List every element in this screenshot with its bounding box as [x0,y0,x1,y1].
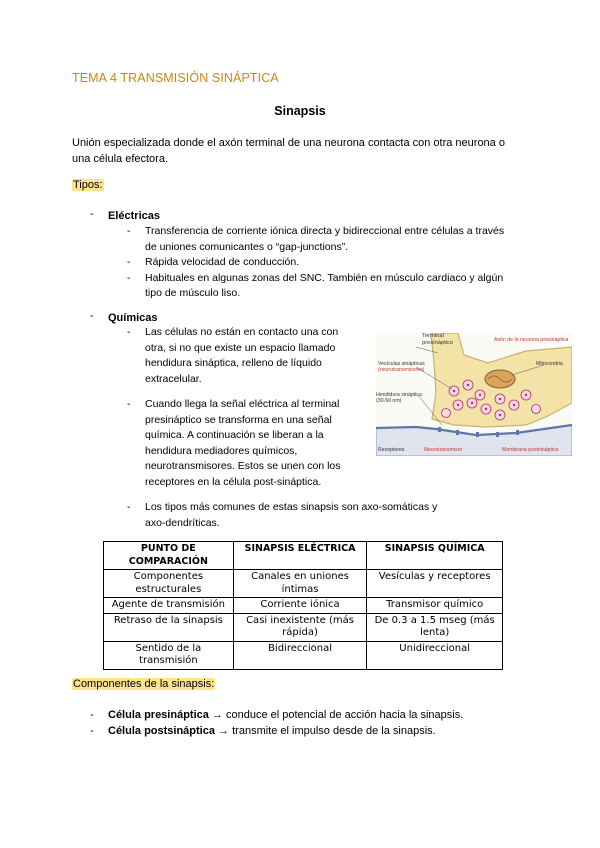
bullet-dash: - [127,398,131,410]
list-item-line: tipo de músculo liso. [145,287,241,299]
list-item [127,255,537,271]
bullet-dash: - [127,225,131,237]
list-item-line: axo-dendríticas. [145,516,220,529]
chapter-heading: TEMA 4 TRANSMISIÓN SINÁPTICA [72,71,279,85]
figure-label-vesicles [378,361,425,373]
bullet-dash: - [127,256,131,268]
figure-label-text: Terminal [422,333,444,339]
table-header-cell: SINAPSIS ELÉCTRICA [233,542,367,570]
table-cell: De 0.3 a 1.5 mseg (más lenta) [367,613,503,641]
list-item-line: otra, si no que existe un espacio llamado [145,341,336,354]
intro-paragraph [72,135,532,167]
quimicas-list-a [127,325,367,387]
list-item-line: presináptico se transforma en una señal [145,413,332,426]
component-description: transmite el impulso desde de la sinapsis. [232,725,436,737]
table-cell: Agente de transmisión [104,598,234,614]
list-item-line: Las células no están en contacto una con [145,326,339,338]
figure-label-cleft [376,392,422,404]
list-item-line: Habituales en algunas zonas del SNC. También en músculo cardiaco y algún [145,271,504,284]
intro-line: una célula efectora. [72,153,169,165]
electricas-list [127,224,537,302]
table-cell: Sentido de la transmisión [104,641,234,669]
types-label [72,179,104,191]
bullet-dash: - [90,310,94,322]
table-header-cell: PUNTO DE COMPARACIÓN [104,542,234,570]
figure-label-text: (30-50 nm) [376,398,402,404]
table-header-row [104,542,503,570]
list-item [127,325,367,387]
list-item [127,397,367,490]
section-title: Sinapsis [274,104,326,118]
list-item-line: neurotransmisores. Estos se unen con los [145,460,341,472]
list-item [127,224,537,255]
table-cell: Vesículas y receptores [367,570,503,598]
list-item-line: receptores en la célula post-sináptica. [145,475,322,488]
arrow-glyph: → [208,709,226,721]
list-item-line: extracelular. [145,372,202,385]
bullet-dash: - [90,709,94,721]
table-row [104,613,503,641]
list-item-line: Transferencia de corriente iónica directa y bidireccional entre células a través [145,225,505,237]
figure-label-text: Hendidura sináptica [376,392,422,398]
bullet-dash: - [90,725,94,737]
table-row [104,641,503,669]
component-term: Célula presináptica [108,709,209,721]
list-item-line: hendidura sináptica, relleno de líquido [145,357,322,369]
figure-label-text: (neurotransmisores) [378,367,425,373]
list-item [90,707,530,723]
table-cell: Corriente iónica [233,598,367,614]
quimicas-list-c [127,500,507,531]
figure-label-text: presináptico [422,339,454,346]
list-item-line: Rápida velocidad de conducción. [145,256,300,268]
bullet-dash: - [127,271,131,284]
table-cell: Bidireccional [233,641,367,669]
figure-label-axon: Axón de la neurona presináptica [494,337,569,343]
figure-label-text: Vesículas sinápticas [378,361,425,367]
figure-label-receptors: Receptores [378,447,405,453]
figure-label-membrane: Membrana postsináptica [502,447,559,453]
list-item [90,723,530,739]
synapse-diagram [376,333,572,456]
table-cell: Casi inexistente (más rápida) [233,613,367,641]
list-item-line: química. A continuación se liberan a la [145,429,324,441]
bullet-dash: - [127,501,131,513]
comparison-table [103,541,503,670]
figure-label-terminal [422,333,453,346]
table-row [104,570,503,598]
table-cell: Retraso de la sinapsis [104,613,234,641]
component-term: Célula postsináptica [108,725,215,737]
table-cell: Transmisor químico [367,598,503,614]
quimicas-list-b [127,397,367,490]
table-header-cell: SINAPSIS QUÍMICA [367,542,503,570]
types-label-text: Tipos: [73,179,103,191]
list-item [127,271,537,302]
list-item-line: de uniones comunicantes o “gap-junctions”. [145,240,349,253]
components-label-text: Componentes de la sinapsis: [73,678,215,690]
components-label [72,678,215,690]
bullet-dash: - [127,326,131,338]
intro-line: Unión especializada donde el axón terminal de una neurona contacta con otra neurona o [72,137,505,149]
list-item [127,500,507,531]
quimicas-title: Químicas [108,312,158,324]
component-description: conduce el potencial de acción hacia la sinapsis. [226,709,464,721]
table-row [104,598,503,614]
figure-label-neurotransmitter: Neurotransmisor [424,447,463,453]
list-item-line: Cuando llega la señal eléctrica al terminal [145,398,340,410]
arrow-glyph: → [214,725,233,737]
list-item-line: hendidura mediadores químicos, [145,444,298,457]
table-cell: Unidireccional [367,641,503,669]
list-item-line: Los tipos más comunes de estas sinapsis son axo-somáticas y [145,501,438,513]
components-list [90,707,530,739]
bullet-dash: - [90,208,94,220]
electricas-title: Eléctricas [108,210,160,222]
table-cell: Componentes estructurales [104,570,234,598]
table-cell: Canales en uniones íntimas [233,570,367,598]
figure-label-mitochondria: Mitocondria [536,361,563,367]
